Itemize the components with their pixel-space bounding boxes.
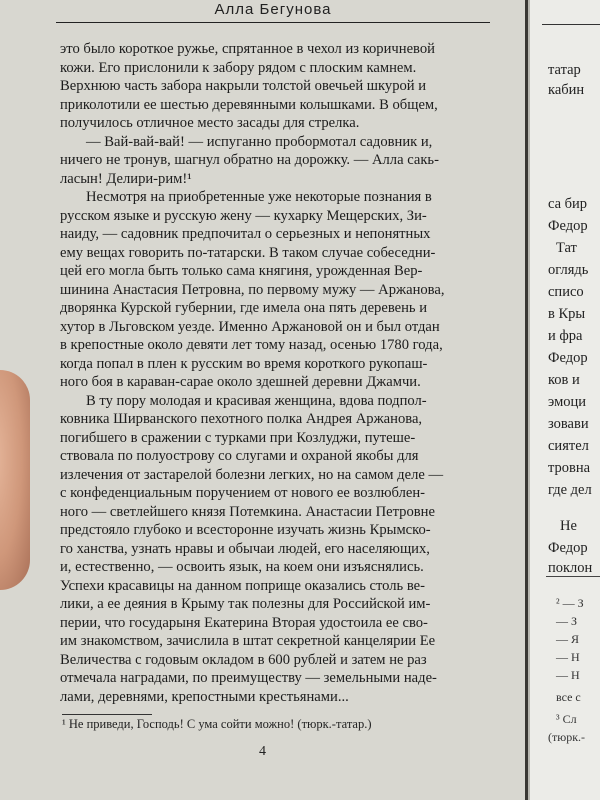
text-line: излечения от застарелой болезни легких, но на самом деле — <box>60 466 444 483</box>
text-line: дворянка Курской губернии, где имела она пять деревень и <box>60 300 428 316</box>
page-number: 4 <box>259 744 266 759</box>
text-line: Величества с годовым окладом в 600 рублей и затем не раз <box>60 651 427 668</box>
footnote-line: — Н <box>556 650 580 664</box>
footnote-line: ³ Сл <box>556 712 577 726</box>
footnote: ¹ Не приведи, Господь! С ума сойти можно! (тюрк.-татар.) <box>62 717 372 731</box>
text-line: сиятел <box>548 438 589 454</box>
text-line: ковника Ширванского пехотного полка Андрея Аржанова, <box>60 411 423 427</box>
text-line: в Кры <box>548 306 586 322</box>
text-line: кожи. Его прислонили к забору рядом с плоским камнем. <box>60 59 417 76</box>
text-line: Верхнюю часть забора накрыли толстой овечьей шкурой и <box>60 78 427 94</box>
text-line: с конфеденциальным поручением от нового ее возлюблен- <box>60 485 426 501</box>
text-line: списо <box>548 284 584 300</box>
text-line: и, естественно, — освоить язык, на коем они изъяснялись. <box>60 559 424 575</box>
footnote-divider <box>62 714 152 715</box>
text-line: русском языке и русскую жену — кухарку Мещерских, Зи- <box>60 207 427 224</box>
text-line: Федор <box>548 540 588 556</box>
text-line: шинина Анастасия Петровна, по первому мужу — Аржанова, <box>60 281 445 298</box>
finger-holding-page <box>0 370 30 590</box>
text-line: предстояло глубоко и всесторонне изучать жизнь Крымско- <box>60 522 431 538</box>
text-line: и фра <box>548 328 583 344</box>
text-line: эмоци <box>548 394 587 410</box>
text-line: — Вай-вай-вай! — испуганно пробормотал садовник и, <box>86 133 433 150</box>
text-line: это было короткое ружье, спрятанное в чехол из коричневой <box>60 41 435 57</box>
footnote-line: — Н <box>556 668 580 682</box>
text-line: татар <box>548 62 581 78</box>
text-line: в крепостные около девяти лет тому назад, осенью 1780 года, <box>60 337 443 353</box>
text-line: Тат <box>556 240 577 256</box>
text-line: Несмотря на приобретенные уже некоторые познания в <box>86 189 432 205</box>
text-line: им знакомством, зачислила в штат секретной канцелярии Ее <box>60 633 436 649</box>
header-divider <box>542 24 600 25</box>
running-header-author: Алла Бегунова <box>56 0 490 23</box>
text-line: цей его могла быть только сама княгиня, урожденная Вер- <box>60 263 423 279</box>
text-line: зовави <box>548 416 589 432</box>
text-line: перии, что государыня Екатерина Вторая удостоила ее сво- <box>60 614 428 631</box>
text-line: приколотили ее шестью деревянными колышками. В общем, <box>60 96 438 113</box>
body-text <box>60 40 490 706</box>
text-line: когда попал в плен к русским во время короткого рукопаш- <box>60 355 428 372</box>
footnote-line: (тюрк.- <box>548 730 586 744</box>
text-line: тровна <box>548 460 591 476</box>
text-line: наиду, — садовник предпочитал о серьезных и непонятных <box>60 226 431 242</box>
text-line: В ту пору молодая и красивая женщина, вдова подпол- <box>86 392 427 409</box>
footnote-line: — Я <box>556 632 580 646</box>
text-line: оглядь <box>548 262 589 278</box>
text-line: ничего не тронув, шагнул обратно на дорожку. — Алла сакь- <box>60 152 439 168</box>
text-line: отмечала наградами, по преимуществу — земельными наде- <box>60 670 437 686</box>
footnote-line: — З <box>556 614 578 628</box>
text-line: ствовала по полуострову со слугами и охраной якобы для <box>60 448 419 464</box>
footnote-line: все с <box>556 690 581 704</box>
text-line: Успехи красавицы на данном поприще оказались столь ве- <box>60 577 425 594</box>
text-line: ласын! Делири-рим!¹ <box>60 170 192 187</box>
text-line: получилось отличное место засады для стрелка. <box>60 115 360 131</box>
text-line: хутор в Льговском уезде. Именно Аржановой он и был отдан <box>60 318 440 335</box>
right-book-page <box>528 0 600 800</box>
text-line: кабин <box>548 82 585 98</box>
text-line: лами, деревнями, крепостными крестьянами... <box>60 688 349 705</box>
text-line: ного — светлейшего князя Потемкина. Анастасии Петровне <box>60 503 435 520</box>
text-line: погибшего в сражении с турками при Козлуджи, путеше- <box>60 429 416 446</box>
text-line: го ханства, узнать нравы и обычаи людей, его населяющих, <box>60 540 430 557</box>
text-line: ного боя в караван-сарае около здешней деревни Джамчи. <box>60 374 421 390</box>
footnote-divider <box>546 576 600 577</box>
text-line: ему вещах говорить по-татарски. В таком случае собеседни- <box>60 244 436 261</box>
text-line: лики, а ее деяния в Крыму так полезны для Российской им- <box>60 596 431 612</box>
text-line: Не <box>560 518 577 534</box>
text-line: Федор <box>548 218 588 234</box>
footnote-line: ² — З <box>556 596 584 610</box>
text-line: поклон <box>548 560 593 576</box>
text-line: где дел <box>548 482 592 498</box>
text-line: са бир <box>548 196 588 212</box>
text-line: Федор <box>548 350 588 366</box>
text-line: ков и <box>548 372 580 388</box>
